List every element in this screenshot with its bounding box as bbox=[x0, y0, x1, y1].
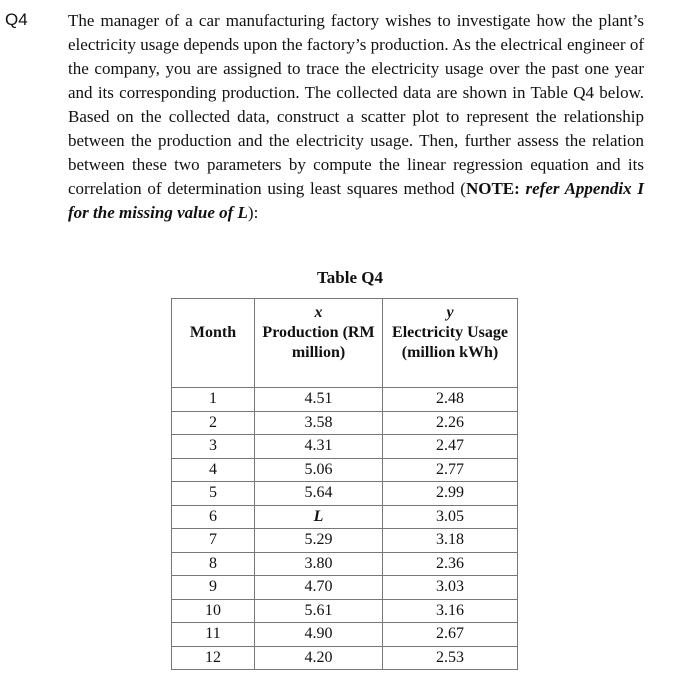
production-cell: 4.31 bbox=[255, 435, 383, 459]
header-electricity bbox=[383, 299, 518, 388]
production-cell: 3.58 bbox=[255, 411, 383, 435]
header-production-label: Production (RM million) bbox=[262, 324, 375, 361]
table-row bbox=[172, 646, 518, 670]
production-cell: 3.80 bbox=[255, 552, 383, 576]
header-month bbox=[172, 299, 255, 388]
month-cell: 8 bbox=[172, 552, 255, 576]
table-row bbox=[172, 458, 518, 482]
usage-cell: 2.48 bbox=[383, 388, 518, 412]
table-body bbox=[172, 388, 518, 670]
table-row bbox=[172, 529, 518, 553]
month-cell: 1 bbox=[172, 388, 255, 412]
usage-cell: 3.03 bbox=[383, 576, 518, 600]
table-row bbox=[172, 482, 518, 506]
production-cell: 4.90 bbox=[255, 623, 383, 647]
question-body: The manager of a car manufacturing factory wishes to investigate how the plant’s electricity usage depends upon the factory’s production. As the electrical engineer of the company, you are assigned to trace the electricity usage over the past one year and its corresponding production. The collected data are shown in Table Q4 below. Based on the collected data, construct a scatter plot to represent the relationship between the production and the electricity usage. Then, further assess the relation between these two parameters by compute the linear regression equation and its correlation of determination using least squares method ( bbox=[68, 11, 644, 198]
note-text: refer Appendix I for the missing value of L bbox=[68, 179, 644, 222]
header-production bbox=[255, 299, 383, 388]
usage-cell: 3.18 bbox=[383, 529, 518, 553]
table-row bbox=[172, 411, 518, 435]
production-cell: 4.70 bbox=[255, 576, 383, 600]
table-row bbox=[172, 505, 518, 529]
usage-cell: 2.53 bbox=[383, 646, 518, 670]
usage-cell: 2.47 bbox=[383, 435, 518, 459]
question-number: Q4 bbox=[5, 10, 28, 29]
production-cell: 5.64 bbox=[255, 482, 383, 506]
month-cell: 9 bbox=[172, 576, 255, 600]
usage-cell: 2.36 bbox=[383, 552, 518, 576]
month-cell: 11 bbox=[172, 623, 255, 647]
header-month-label: Month bbox=[189, 324, 237, 341]
month-cell: 12 bbox=[172, 646, 255, 670]
month-cell: 7 bbox=[172, 529, 255, 553]
header-y-variable: y bbox=[446, 304, 454, 321]
question-end: ): bbox=[247, 203, 259, 222]
usage-cell: 2.26 bbox=[383, 411, 518, 435]
table-row bbox=[172, 435, 518, 459]
question-text bbox=[68, 9, 644, 225]
month-cell: 10 bbox=[172, 599, 255, 623]
month-cell: 6 bbox=[172, 505, 255, 529]
production-cell: 5.29 bbox=[255, 529, 383, 553]
header-x-variable: x bbox=[314, 304, 323, 321]
data-table bbox=[171, 298, 518, 670]
table-row bbox=[172, 599, 518, 623]
month-cell: 3 bbox=[172, 435, 255, 459]
production-cell: 5.61 bbox=[255, 599, 383, 623]
month-cell: 5 bbox=[172, 482, 255, 506]
usage-cell: 2.99 bbox=[383, 482, 518, 506]
table-row bbox=[172, 388, 518, 412]
production-cell: L bbox=[255, 505, 383, 529]
usage-cell: 2.67 bbox=[383, 623, 518, 647]
production-cell: 4.51 bbox=[255, 388, 383, 412]
usage-cell: 3.05 bbox=[383, 505, 518, 529]
usage-cell: 2.77 bbox=[383, 458, 518, 482]
production-cell: 5.06 bbox=[255, 458, 383, 482]
month-cell: 2 bbox=[172, 411, 255, 435]
usage-cell: 3.16 bbox=[383, 599, 518, 623]
header-electricity-label: Electricity Usage (million kWh) bbox=[392, 324, 508, 361]
table-row bbox=[172, 576, 518, 600]
note-label: NOTE: bbox=[465, 179, 520, 198]
table-header-row bbox=[172, 299, 518, 388]
table-caption: Table Q4 bbox=[317, 268, 383, 287]
production-cell: 4.20 bbox=[255, 646, 383, 670]
table-row bbox=[172, 623, 518, 647]
table-row bbox=[172, 552, 518, 576]
month-cell: 4 bbox=[172, 458, 255, 482]
